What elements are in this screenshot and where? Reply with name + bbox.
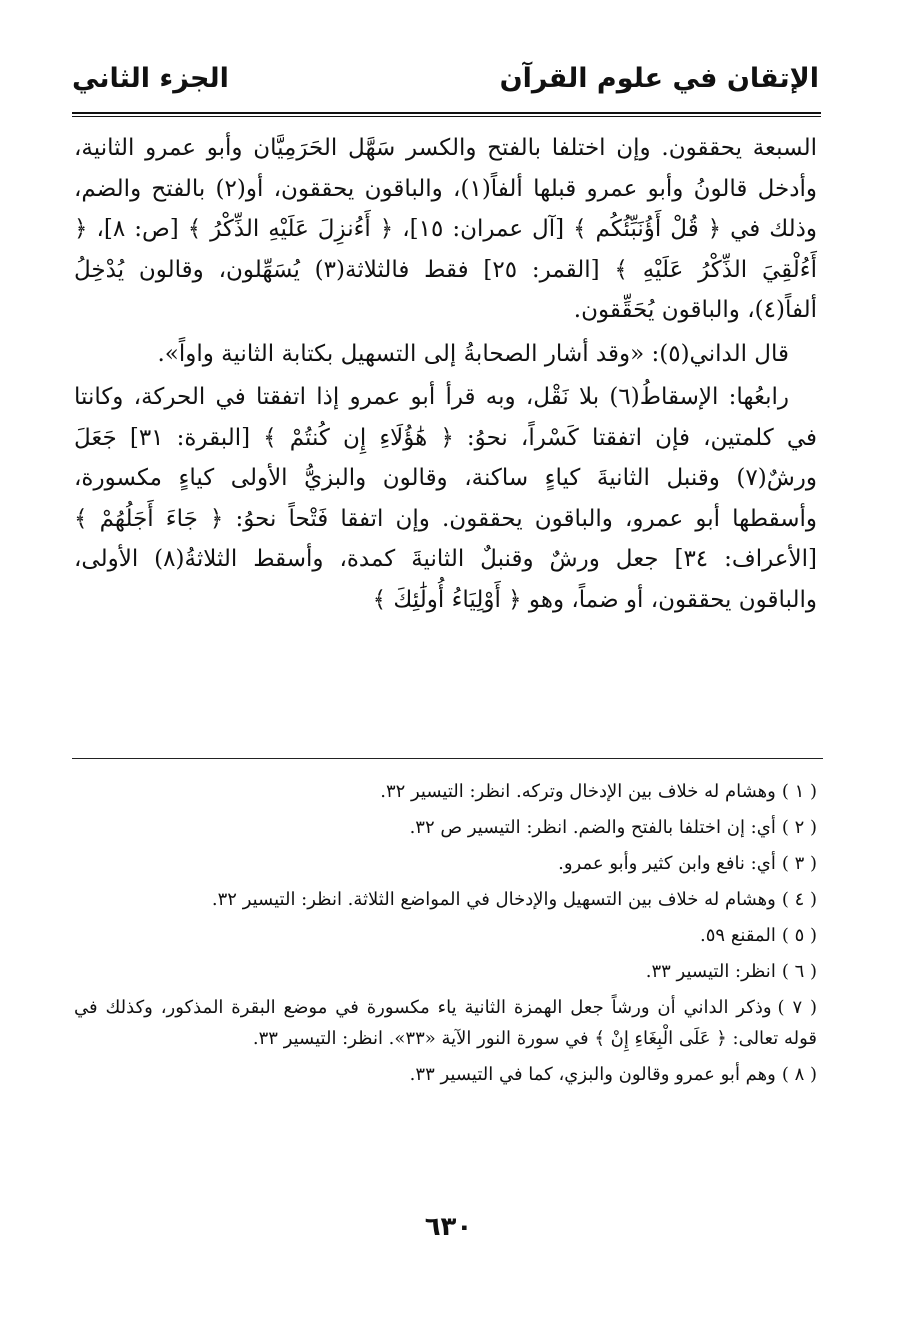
footnote-text: انظر: التيسير ٣٣. <box>645 961 776 982</box>
paragraph-1: السبعة يحققون. وإن اختلفا بالفتح والكسر سَهَّل الحَرَمِيَّان وأبو عمرو الثانية، وأدخل قالونُ وأبو عمرو قبلها ألفاً(١)، والباقون يحققون، أو(٢) بالفتح والضم، وذلك في ﴿ قُلْ أَؤُنَبِّئُكُم ﴾ [آل عمران: ١٥]، ﴿ أَءُنزِلَ عَلَيْهِ الذِّكْرُ ﴾ [ص: ٨]، ﴿ أَءُلْقِيَ الذِّكْرُ عَلَيْهِ ﴾ [القمر: ٢٥] فقط فالثلاثة(٣) يُسَهِّلون، وقالون يُدْخِلُ ألفاً(٤)، والباقون يُحَقِّقون. <box>74 135 818 323</box>
footnote-number: ( ٨ ) <box>781 1064 817 1085</box>
footnote-text: وهشام له خلاف بين الإدخال وتركه. انظر: التيسير ٣٢. <box>380 781 776 802</box>
footnote-text: وهم أبو عمرو وقالون والبزي، كما في التيسير ٣٣. <box>409 1064 776 1085</box>
paragraph-2: قال الداني(٥): «وقد أشار الصحابةُ إلى التسهيل بكتابة الثانية واواً». <box>157 340 789 367</box>
footnote-number: ( ١ ) <box>781 781 817 802</box>
footnote-5 <box>74 920 817 951</box>
footnote-1 <box>74 776 817 807</box>
footnote-4 <box>74 884 817 915</box>
footnote-number: ( ٥ ) <box>781 925 817 946</box>
page-number: ٦٣٠ <box>424 1212 473 1242</box>
footnote-divider <box>72 758 823 759</box>
footnote-2 <box>74 812 817 843</box>
book-title: الإتقان في علوم القرآن <box>499 63 819 94</box>
footnote-number: ( ٧ ) <box>777 997 818 1018</box>
footnote-text: وهشام له خلاف بين التسهيل والإدخال في المواضع الثلاثة. انظر: التيسير ٣٢. <box>211 889 776 910</box>
part-title: الجزء الثاني <box>72 63 229 94</box>
footnote-number: ( ٦ ) <box>781 961 817 982</box>
paragraph-3: رابعُها: الإسقاطُ(٦) بلا نَقْل، وبه قرأ أبو عمرو إذا اتفقتا في الحركة، وكانتا في كلمتين، فإن اتفقتا كَسْراً، نحوُ: ﴿ هَٰؤُلَاءِ إِن كُنتُمْ ﴾ [البقرة: ٣١] جَعَلَ ورشٌ(٧) وقنبل الثانيةَ كياءٍ ساكنة، وقالون والبزيُّ الأولى كياءٍ مكسورة، وأسقطها أبو عمرو، والباقون يحققون. وإن اتفقا فَتْحاً نحوُ: ﴿ جَاءَ أَجَلُهُمْ ﴾ [الأعراف: ٣٤] جعل ورشٌ وقنبلٌ الثانيةَ كمدة، وأسقط الثلاثةُ(٨) الأولى، والباقون يحققون، أو ضماً، وهو ﴿ أَوْلِيَاءُ أُولَٰئِكَ ﴾ <box>74 384 818 613</box>
footnote-number: ( ٣ ) <box>781 853 817 874</box>
header-divider-thin <box>72 116 821 117</box>
footnotes <box>74 776 817 1095</box>
footnote-7 <box>74 992 817 1054</box>
footnote-8 <box>74 1059 817 1090</box>
footnote-3 <box>74 848 817 879</box>
footnote-text: أي: نافع وابن كثير وأبو عمرو. <box>558 853 776 874</box>
footnote-number: ( ٢ ) <box>781 817 817 838</box>
main-text <box>74 128 817 620</box>
footnote-text: المقنع ٥٩. <box>700 925 776 946</box>
footnote-number: ( ٤ ) <box>781 889 817 910</box>
footnote-6 <box>74 956 817 987</box>
footnote-text: وذكر الداني أن ورشاً جعل الهمزة الثانية ياء مكسورة في موضع البقرة المذكور، وكذلك في قوله تعالى: ﴿ عَلَى الْبِغَاءِ إِنْ ﴾ في سورة النور الآية «٣٣». انظر: التيسير ٣٣. <box>74 997 817 1049</box>
running-header <box>72 55 819 105</box>
header-divider <box>72 112 821 114</box>
footnote-text: أي: إن اختلفا بالفتح والضم. انظر: التيسير ص ٣٢. <box>409 817 776 838</box>
